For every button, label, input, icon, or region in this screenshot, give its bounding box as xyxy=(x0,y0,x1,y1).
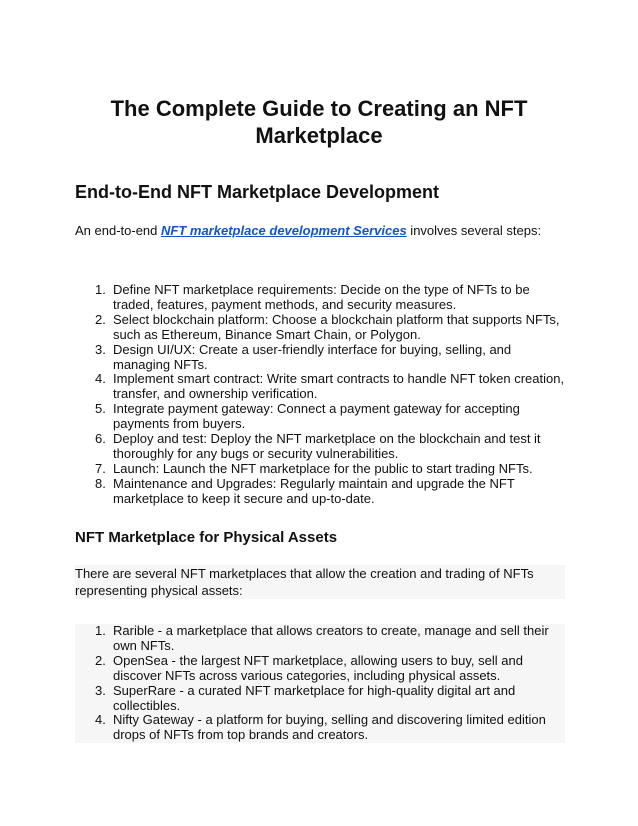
list-number: 3. xyxy=(95,682,106,698)
development-steps-list xyxy=(75,283,570,507)
services-link[interactable]: NFT marketplace development Services xyxy=(161,223,407,238)
intro-paragraph xyxy=(75,222,541,239)
list-item xyxy=(75,462,570,477)
list-number: 1. xyxy=(95,623,106,638)
intro-text-after: involves several steps: xyxy=(406,223,542,238)
intro-text-before: An end-to-end xyxy=(75,223,162,238)
list-number: 4. xyxy=(95,371,106,387)
list-number: 1. xyxy=(95,282,106,297)
list-number: 4. xyxy=(95,712,106,728)
list-item-text: SuperRare - a curated NFT marketplace for high-quality digital art and collectibles. xyxy=(113,682,516,713)
list-item xyxy=(75,402,570,432)
list-item-text: Implement smart contract: Write smart contracts to handle NFT token creation, transfer, and ownership verification. xyxy=(113,371,565,402)
list-item xyxy=(75,372,570,402)
list-number: 6. xyxy=(95,431,106,447)
document-title: The Complete Guide to Creating an NFT Marketplace xyxy=(110,96,528,148)
list-number: 5. xyxy=(95,401,106,417)
section-heading-development: End-to-End NFT Marketplace Development xyxy=(75,182,440,202)
list-item-text: Define NFT marketplace requirements: Decide on the type of NFTs to be traded, features, payment methods, and security measures. xyxy=(113,282,530,312)
list-item xyxy=(75,477,570,507)
list-item xyxy=(75,432,570,462)
list-item-text: Nifty Gateway - a platform for buying, selling and discovering limited edition drops of NFTs from top brands and creators. xyxy=(113,712,546,743)
list-item-text: Integrate payment gateway: Connect a payment gateway for accepting payments from buyers. xyxy=(113,401,520,432)
list-item-text: Design UI/UX: Create a user-friendly interface for buying, selling, and managing NFTs. xyxy=(113,341,512,372)
list-item-text: Deploy and test: Deploy the NFT marketplace on the blockchain and test it thoroughly for any bugs or security vulnerabilities. xyxy=(113,431,541,461)
list-number: 2. xyxy=(95,311,106,327)
list-item-text: OpenSea - the largest NFT marketplace, allowing users to buy, sell and discover NFTs across various categories, including physical assets. xyxy=(113,652,523,683)
list-item xyxy=(75,313,570,343)
list-item xyxy=(75,713,565,743)
list-item xyxy=(75,624,565,654)
physical-assets-intro: There are several NFT marketplaces that allow the creation and trading of NFTs representing physical assets: xyxy=(75,565,565,599)
list-number: 2. xyxy=(95,652,106,668)
list-item-text: Select blockchain platform: Choose a blockchain platform that supports NFTs, such as Ethereum, Binance Smart Chain, or Polygon. xyxy=(113,311,560,342)
list-number: 7. xyxy=(95,460,106,476)
list-item xyxy=(75,283,570,313)
list-item-text: Rarible - a marketplace that allows creators to create, manage and sell their own NFTs. xyxy=(113,623,549,653)
list-item xyxy=(75,684,565,714)
list-item-text: Launch: Launch the NFT marketplace for the public to start trading NFTs. xyxy=(113,460,533,476)
list-item xyxy=(75,654,565,684)
list-number: 8. xyxy=(95,475,106,491)
list-item-text: Maintenance and Upgrades: Regularly maintain and upgrade the NFT marketplace to keep it secure and up-to-date. xyxy=(113,475,515,506)
marketplaces-list xyxy=(75,624,565,743)
list-number: 3. xyxy=(95,341,106,357)
section-heading-physical-assets: NFT Marketplace for Physical Assets xyxy=(75,529,338,546)
list-item xyxy=(75,343,570,373)
